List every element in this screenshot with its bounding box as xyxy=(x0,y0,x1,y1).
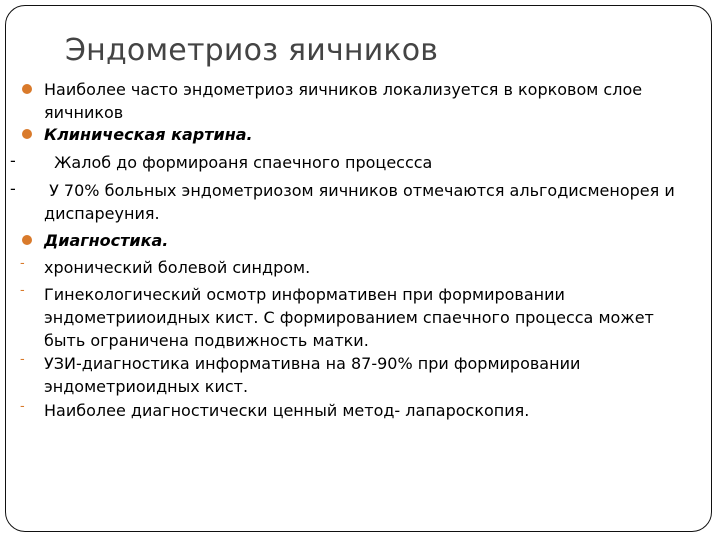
dash-marker: - xyxy=(10,151,16,170)
slide-title: Эндометриоз яичников xyxy=(65,33,439,68)
section-heading-diagnostics: Диагностика. xyxy=(44,231,169,250)
item-text: Наиболее часто эндометриоз яичников локализуется в корковом слое яичников xyxy=(44,80,643,122)
item-text: УЗИ-диагностика информативна на 87-90% при формировании эндометриоидных кист. xyxy=(44,354,581,396)
dash-marker: - xyxy=(20,399,25,414)
item-text: хронический болевой синдром. xyxy=(44,258,311,277)
item-text: Наиболее диагностически ценный метод- лапароскопия. xyxy=(44,401,530,420)
bullet-icon xyxy=(22,235,32,245)
dash-marker: - xyxy=(20,256,25,271)
item-text: Гинекологический осмотр информативен при формировании эндометрииоидных кист. С формированием спаечного процесса может быть ограничена подвижность матки. xyxy=(44,285,654,350)
dash-marker: - xyxy=(20,352,25,367)
item-text: У 70% больных эндометриозом яичников отмечаются альгодисменорея и диспареуния. xyxy=(44,181,680,223)
dash-marker: - xyxy=(10,179,16,198)
item-text: Жалоб до формироаня спаечного процессса xyxy=(44,153,433,172)
dash-marker: - xyxy=(20,283,25,298)
bullet-icon xyxy=(22,129,32,139)
bullet-icon xyxy=(22,84,32,94)
section-heading-clinical: Клиническая картина. xyxy=(44,125,253,144)
